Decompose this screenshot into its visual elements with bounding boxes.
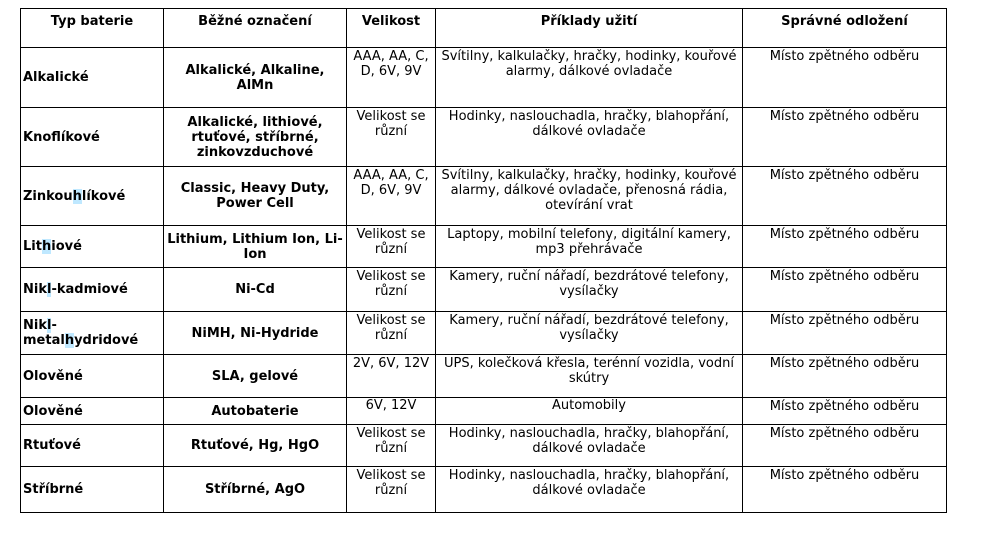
cell-uses: Automobily (436, 398, 743, 425)
type-part: ydridové (74, 333, 139, 348)
type-part: iové (51, 239, 82, 254)
cell-type: Olověné (21, 355, 164, 398)
cell-size: AAA, AA, C, D, 6V, 9V (347, 167, 436, 226)
table-row (21, 108, 947, 167)
cell-designation: SLA, gelové (164, 355, 347, 398)
header-designation: Běžné označení (164, 9, 347, 48)
cell-size: Velikost se různí (347, 312, 436, 355)
type-part: Zinkou (23, 188, 73, 204)
table-row (21, 226, 947, 268)
cell-designation: Autobaterie (164, 398, 347, 425)
cell-size: 6V, 12V (347, 398, 436, 425)
header-uses: Příklady užití (436, 9, 743, 48)
type-part: Nik (23, 282, 47, 297)
spell-highlight: h (64, 333, 75, 348)
cell-disposal: Místo zpětného odběru (743, 226, 947, 268)
cell-uses: Svítilny, kalkulačky, hračky, hodinky, kouřové alarmy, dálkové ovladače, přenosná rádia, otevírání vrat (436, 167, 743, 226)
cell-designation: Stříbrné, AgO (164, 467, 347, 513)
header-size: Velikost (347, 9, 436, 48)
cell-uses: UPS, kolečková křesla, terénní vozidla, vodní skútry (436, 355, 743, 398)
cell-disposal: Místo zpětného odběru (743, 355, 947, 398)
table-row (21, 355, 947, 398)
cell-disposal: Místo zpětného odběru (743, 425, 947, 467)
type-part: - (51, 318, 57, 333)
cell-disposal: Místo zpětného odběru (743, 108, 947, 167)
cell-size: Velikost se různí (347, 425, 436, 467)
cell-designation: Lithium, Lithium Ion, Li-Ion (164, 226, 347, 268)
cell-disposal: Místo zpětného odběru (743, 48, 947, 108)
cell-uses: Svítilny, kalkulačky, hračky, hodinky, kouřové alarmy, dálkové ovladače (436, 48, 743, 108)
header-row (21, 9, 947, 48)
cell-type: Knoflíkové (21, 108, 164, 167)
cell-designation: Classic, Heavy Duty, Power Cell (164, 167, 347, 226)
header-type: Typ baterie (21, 9, 164, 48)
cell-type (21, 226, 164, 268)
cell-type: Olověné (21, 398, 164, 425)
cell-disposal: Místo zpětného odběru (743, 268, 947, 312)
spell-highlight: h (72, 188, 82, 204)
cell-size: Velikost se různí (347, 108, 436, 167)
table-row (21, 398, 947, 425)
table-row (21, 467, 947, 513)
type-part: -kadmiové (51, 282, 128, 297)
cell-uses: Kamery, ruční nářadí, bezdrátové telefony, vysílačky (436, 268, 743, 312)
cell-designation: NiMH, Ni-Hydride (164, 312, 347, 355)
cell-uses: Kamery, ruční nářadí, bezdrátové telefony, vysílačky (436, 312, 743, 355)
cell-type: Alkalické (21, 48, 164, 108)
cell-uses: Laptopy, mobilní telefony, digitální kamery, mp3 přehrávače (436, 226, 743, 268)
spell-highlight: l (46, 318, 52, 333)
cell-uses: Hodinky, naslouchadla, hračky, blahopřání, dálkové ovladače (436, 108, 743, 167)
cell-designation: Alkalické, lithiové, rtuťové, stříbrné, zinkovzduchové (164, 108, 347, 167)
cell-uses: Hodinky, naslouchadla, hračky, blahopřání, dálkové ovladače (436, 467, 743, 513)
cell-type (21, 167, 164, 226)
cell-size: Velikost se různí (347, 467, 436, 513)
cell-type (21, 312, 164, 355)
cell-size: 2V, 6V, 12V (347, 355, 436, 398)
cell-disposal: Místo zpětného odběru (743, 398, 947, 425)
cell-designation: Rtuťové, Hg, HgO (164, 425, 347, 467)
type-part: Nik (23, 318, 47, 333)
cell-size: AAA, AA, C, D, 6V, 9V (347, 48, 436, 108)
spell-highlight: l (46, 282, 52, 297)
table-row (21, 167, 947, 226)
cell-type: Rtuťové (21, 425, 164, 467)
battery-table (20, 8, 947, 513)
table-row (21, 425, 947, 467)
cell-size: Velikost se různí (347, 226, 436, 268)
type-part: Lit (23, 239, 42, 254)
header-disposal: Správné odložení (743, 9, 947, 48)
type-part: líkové (81, 188, 126, 204)
cell-disposal: Místo zpětného odběru (743, 167, 947, 226)
cell-type: Stříbrné (21, 467, 164, 513)
cell-designation: Alkalické, Alkaline, AlMn (164, 48, 347, 108)
spell-highlight: h (41, 239, 52, 254)
cell-type (21, 268, 164, 312)
cell-size: Velikost se různí (347, 268, 436, 312)
cell-disposal: Místo zpětného odběru (743, 312, 947, 355)
cell-uses: Hodinky, naslouchadla, hračky, blahopřání, dálkové ovladače (436, 425, 743, 467)
table-row (21, 312, 947, 355)
table-row (21, 268, 947, 312)
table-row (21, 48, 947, 108)
cell-disposal: Místo zpětného odběru (743, 467, 947, 513)
type-part: metal (23, 333, 65, 348)
cell-designation: Ni-Cd (164, 268, 347, 312)
